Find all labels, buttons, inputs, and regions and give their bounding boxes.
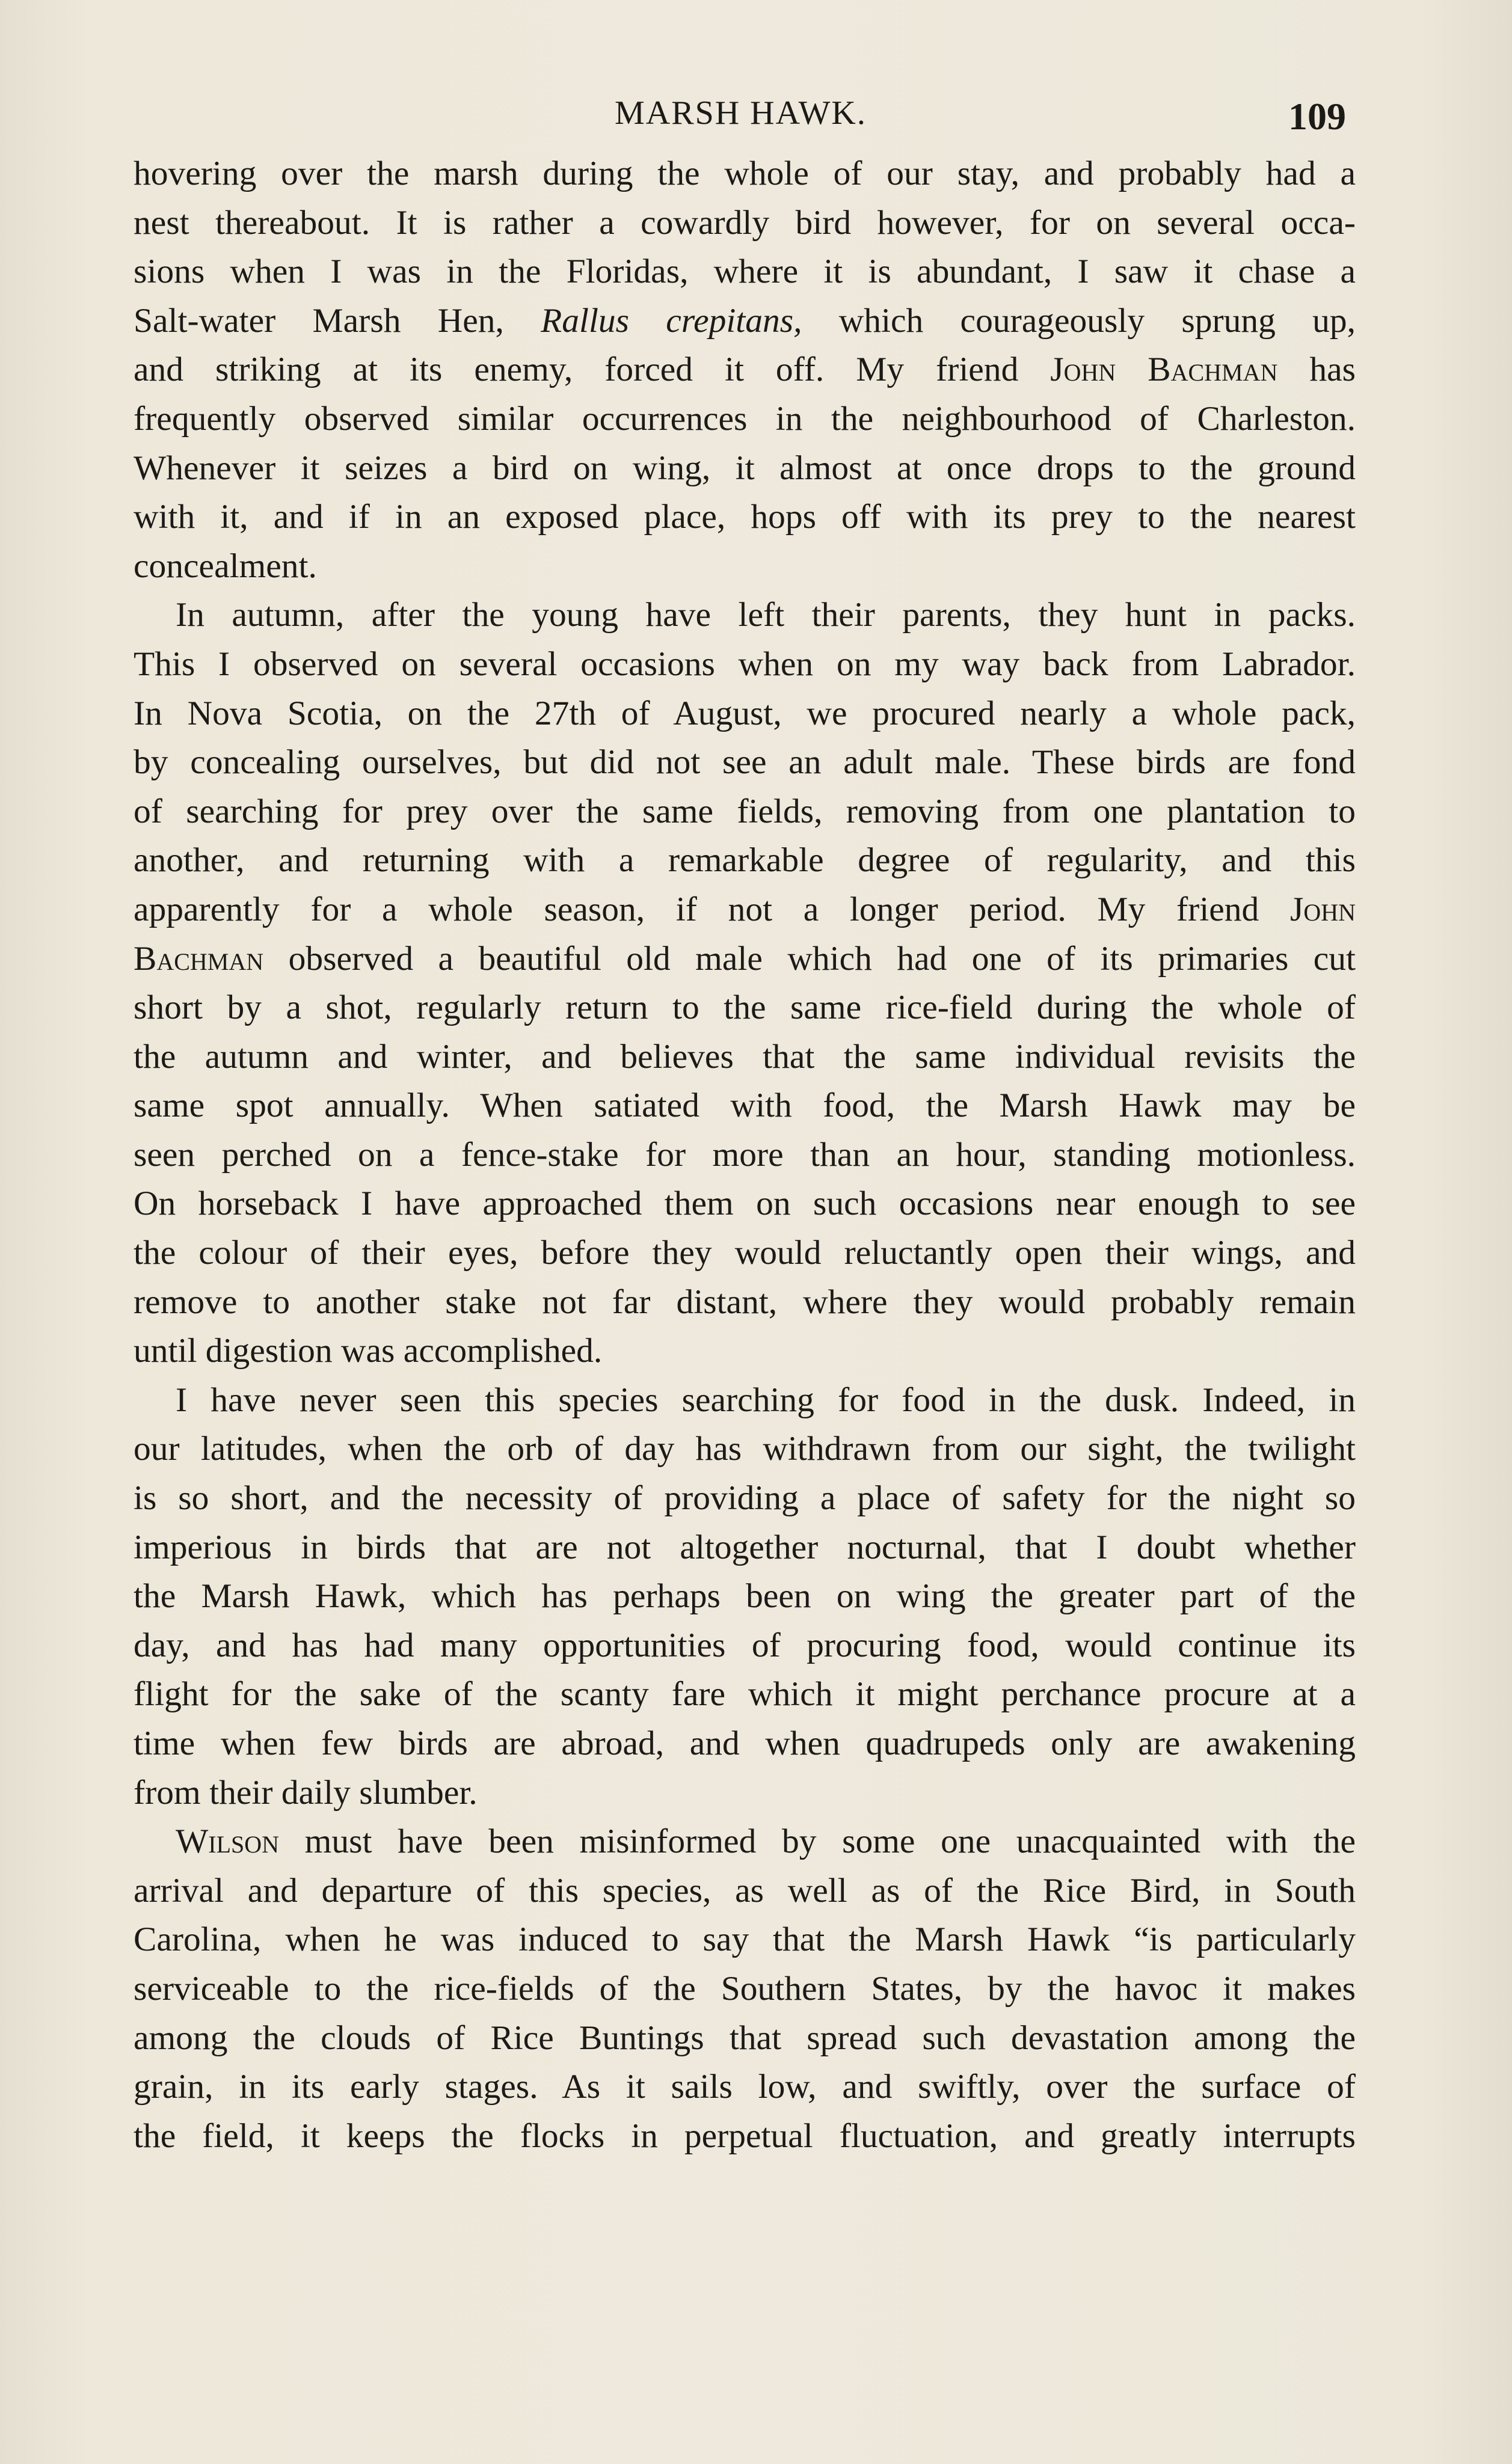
text-line: I have never seen this species searching for food in the dusk. Indeed, in [176,1381,1356,1419]
text-line: short by a shot, regularly return to the same rice-field during the whole of [134,988,1356,1027]
text-line: until digestion was accomplished. [134,1332,603,1370]
text-line: In Nova Scotia, on the 27th of August, we procured nearly a whole pack, [134,694,1356,732]
person-name: John [1289,890,1356,928]
text-line: concealment. [134,547,317,585]
text-line: with it, and if in an exposed place, hops off with its prey to the nearest [134,498,1356,536]
body-text [134,149,1356,2160]
text-line: nest thereabout. It is rather a cowardly bird however, for on several occa- [134,203,1356,242]
text-run: and striking at its enemy, forced it off. My friend [134,351,1051,389]
text-line [134,296,1356,346]
text-line [134,345,1356,394]
text-run: Salt-water Marsh Hen, [134,301,541,340]
running-title: MARSH HAWK. [615,94,867,132]
text-line: the autumn and winter, and believes that the same individual revisits the [134,1037,1356,1076]
text-line: another, and returning with a remarkable degree of regularity, and this [134,841,1356,880]
paragraph-2 [134,590,1356,1376]
text-line [134,934,1356,984]
text-run: which courageously sprung up, [802,301,1356,340]
text-line: by concealing ourselves, but did not see an adult male. These birds are fond [134,743,1356,782]
text-line: Carolina, when he was induced to say that the Marsh Hawk “is particularly [134,1920,1356,1959]
text-line: remove to another stake not far distant, where they would probably remain [134,1283,1356,1321]
text-line: flight for the sake of the scanty fare which it might perchance procure at a [134,1675,1356,1714]
text-line: grain, in its early stages. As it sails low, and swiftly, over the surface of [134,2068,1356,2106]
text-line: frequently observed similar occurrences in the neighbourhood of Charleston. [134,399,1356,438]
text-line: time when few birds are abroad, and when quadrupeds only are awakening [134,1724,1356,1762]
text-line: of searching for prey over the same fields, removing from one plantation to [134,792,1356,830]
text-run: observed a beautiful old male which had one of its primaries cut [263,939,1356,978]
paragraph-4 [134,1817,1356,2160]
text-line: seen perched on a fence-stake for more than an hour, standing motionless. [134,1135,1356,1174]
text-run: must have been misinformed by some one unacquainted with the [279,1822,1356,1861]
text-line: day, and has had many opportunities of procuring food, would continue its [134,1626,1356,1664]
text-line: Whenever it seizes a bird on wing, it almost at once drops to the ground [134,449,1356,487]
text-line: the Marsh Hawk, which has perhaps been on wing the greater part of the [134,1577,1356,1616]
text-line: In autumn, after the young have left their parents, they hunt in packs. [176,596,1356,634]
person-name: Wilson [176,1822,280,1861]
text-run: has [1277,351,1356,389]
text-line: On horseback I have approached them on such occasions near enough to see [134,1184,1356,1223]
text-line: our latitudes, when the orb of day has withdrawn from our sight, the twilight [134,1430,1356,1468]
text-line: This I observed on several occasions when on my way back from Labrador. [134,645,1356,683]
paragraph-1 [134,149,1356,590]
text-line: is so short, and the necessity of providing a place of safety for the night so [134,1479,1356,1518]
text-line: from their daily slumber. [134,1773,478,1812]
text-run: apparently for a whole season, if not a longer period. My friend [134,890,1290,928]
text-line: the colour of their eyes, before they would reluctantly open their wings, and [134,1234,1356,1272]
text-line [134,885,1356,934]
page-number: 109 [1288,95,1346,138]
text-line: among the clouds of Rice Buntings that spread such devastation among the [134,2018,1356,2057]
species-name: Rallus crepitans, [541,301,802,340]
text-line: same spot annually. When satiated with food, the Marsh Hawk may be [134,1086,1356,1125]
running-head [0,89,1512,137]
text-line: serviceable to the rice-fields of the Southern States, by the havoc it makes [134,1969,1356,2008]
text-line: imperious in birds that are not altogether nocturnal, that I doubt whether [134,1528,1356,1566]
text-line: arrival and departure of this species, as well as of the Rice Bird, in South [134,1871,1356,1910]
person-name: Bachman [134,939,264,978]
text-line: sions when I was in the Floridas, where it is abundant, I saw it chase a [134,253,1356,291]
text-line: hovering over the marsh during the whole of our stay, and probably had a [134,155,1356,192]
person-name: John Bachman [1050,351,1278,389]
text-line: the field, it keeps the flocks in perpetual fluctuation, and greatly interrupts [134,2116,1356,2155]
text-line [134,1817,1356,1866]
paragraph-3 [134,1376,1356,1817]
